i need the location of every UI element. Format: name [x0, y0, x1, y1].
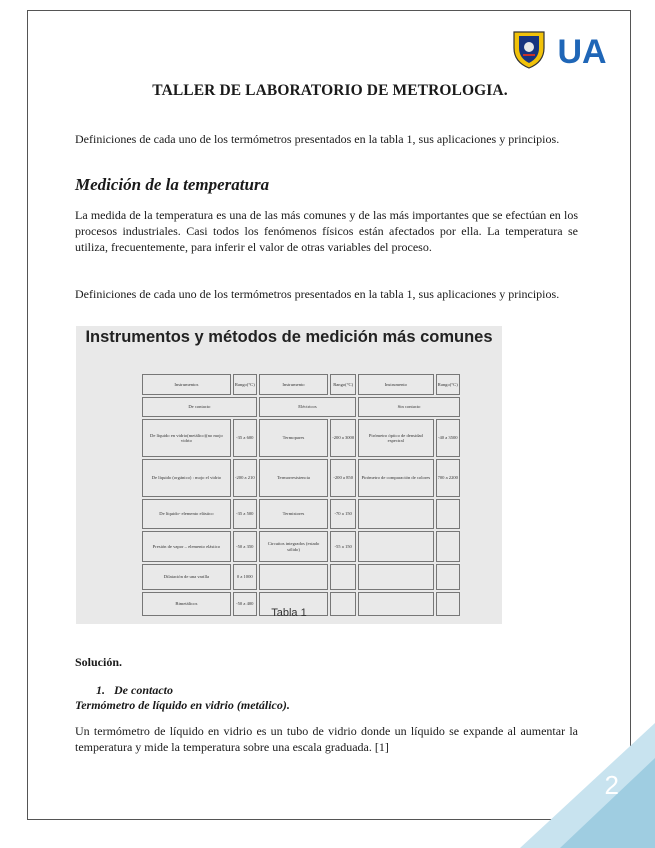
solution-label: Solución. — [75, 655, 123, 669]
section-heading: Medición de la temperatura — [75, 175, 270, 194]
table-cell: Dilatación de una varilla — [142, 564, 231, 590]
table-cell: 700 a 2200 — [436, 459, 460, 497]
table-cell — [436, 499, 460, 529]
table-cell: De líquido- elemento elástico — [142, 499, 231, 529]
table-cell: Bimetálicos — [142, 592, 231, 616]
table-cell: -50 a 350 — [233, 531, 257, 562]
table-cell — [436, 531, 460, 562]
corner-decoration — [480, 668, 655, 848]
table-header-cell: Instrumento — [358, 374, 433, 395]
table-cell: Termopares — [259, 419, 328, 457]
page-title: TALLER DE LABORATORIO DE METROLOGIA. — [152, 82, 508, 99]
table-group-row — [142, 397, 460, 417]
table-cell — [436, 564, 460, 590]
crest-icon — [514, 32, 544, 68]
table-group-cell: De contacto — [142, 397, 257, 417]
table-cell: De líquido en vidrio(metálico)(no mojo vidrio — [142, 419, 231, 457]
table-cell: -200 a 850 — [330, 459, 356, 497]
table-figure — [76, 326, 502, 624]
intro-repeat-paragraph: Definiciones de cada uno de los termómetros presentados en la tabla 1, sus aplicaciones y principios. — [75, 287, 560, 301]
table-cell: -200 a 210 — [233, 459, 257, 497]
table-cell — [330, 564, 356, 590]
table-row — [142, 419, 460, 457]
table-header-cell: Rango(°C) — [233, 374, 257, 395]
table-row — [142, 564, 460, 590]
page-number: 2 — [604, 770, 619, 800]
university-logo — [510, 28, 620, 70]
table-cell: De líquido (orgánico) : mojo el vidrio — [142, 459, 231, 497]
table-cell: Termistores — [259, 499, 328, 529]
table-group-cell: Eléctricos — [259, 397, 356, 417]
thermometer-table — [140, 372, 462, 618]
table-cell: Circuitos integrados (estado sólido) — [259, 531, 328, 562]
table-row — [142, 499, 460, 529]
table-header-cell: Instrumentos — [142, 374, 231, 395]
table-cell: Pirómetro de comparación de colores — [358, 459, 433, 497]
table-cell: Pirómetro óptico de densidad espectral — [358, 419, 433, 457]
table-header-cell: Instrumento — [259, 374, 328, 395]
final-paragraph: Un termómetro de líquido en vidrio es un tubo de vidrio donde un líquido se expande al aumentar la temperatura y mide la temperatura sobre una escala graduada. [1] — [75, 724, 578, 754]
table-cell — [358, 564, 433, 590]
table-cell — [358, 499, 433, 529]
table-cell — [358, 531, 433, 562]
table-row — [142, 459, 460, 497]
table-cell: -35 a 500 — [233, 499, 257, 529]
figure-title: Instrumentos y métodos de medición más comunes — [85, 328, 493, 346]
section-paragraph: La medida de la temperatura es una de las más comunes y de las más importantes que se efectúan en los procesos industriales. Casi todos los fenómenos físicos están afectados por ella. La temperatura se utiliza, frecuentemente, para inferir el valor de otras variables del proceso. — [75, 208, 578, 254]
table-cell: Termorresistencia — [259, 459, 328, 497]
figure-caption: Tabla 1 — [271, 607, 307, 619]
table-cell: -35 a 600 — [233, 419, 257, 457]
table-cell: -55 a 150 — [330, 531, 356, 562]
subsection-heading: 1. De contacto — [96, 683, 173, 697]
table-cell: -200 a 3000 — [330, 419, 356, 457]
table-group-cell: Sin contacto — [358, 397, 460, 417]
table-header-cell: Rango(°C) — [330, 374, 356, 395]
table-cell: Presión de vapor – elemento elástico — [142, 531, 231, 562]
table-cell — [259, 564, 328, 590]
table-cell: -50 a 400 — [233, 592, 257, 616]
logo-text: UA — [557, 33, 607, 70]
table-row — [142, 531, 460, 562]
table-header-row — [142, 374, 460, 395]
table-cell: -40 a 3500 — [436, 419, 460, 457]
intro-paragraph: Definiciones de cada uno de los termómetros presentados en la tabla 1, sus aplicaciones y principios. — [75, 132, 560, 146]
table-header-cell: Rango(°C) — [436, 374, 460, 395]
subsubsection-heading: Termómetro de líquido en vidrio (metálico). — [75, 698, 290, 712]
table-cell: -70 a 150 — [330, 499, 356, 529]
table-cell: 0 a 1000 — [233, 564, 257, 590]
